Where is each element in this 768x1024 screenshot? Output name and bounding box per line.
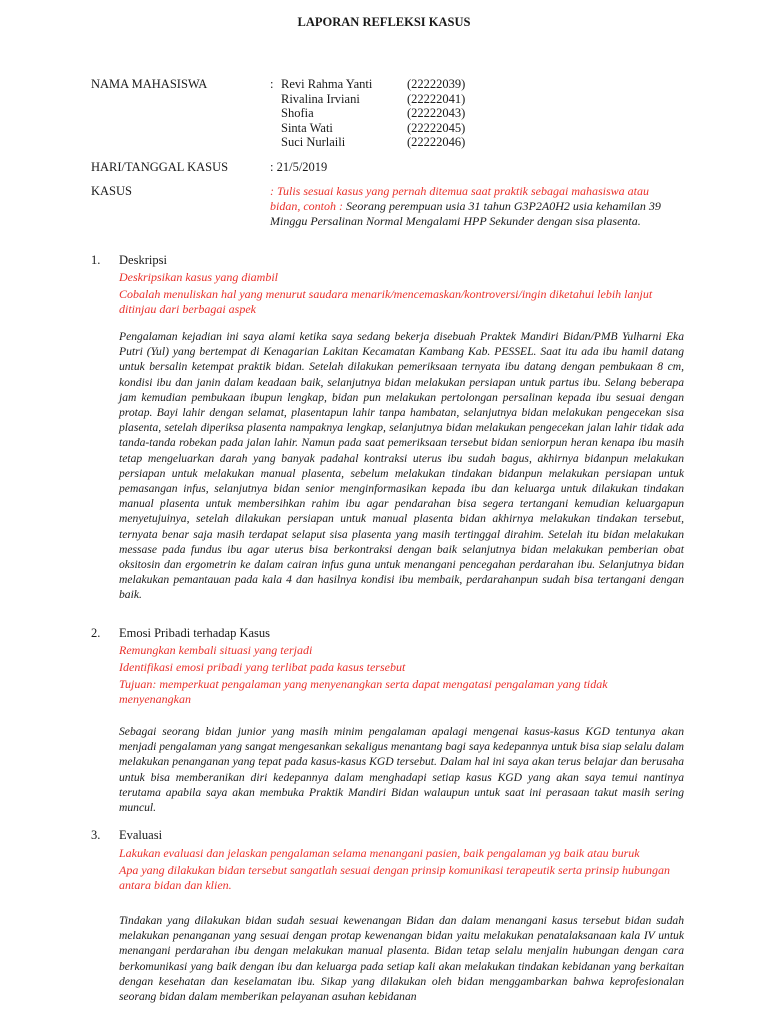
kasus-label: KASUS <box>91 184 132 198</box>
section-heading: Emosi Pribadi terhadap Kasus <box>119 626 271 640</box>
section-number: 3. <box>91 828 101 842</box>
tanggal-label: HARI/TANGGAL KASUS <box>91 160 229 174</box>
instruction-line: Deskripsikan kasus yang diambil <box>119 270 278 284</box>
section-instructions <box>119 270 689 317</box>
section-body: Tindakan yang dilakukan bidan sudah sesuai kewenangan Bidan dan dalam menangani kasus tersebut bidan sudah melakukan penanganan yang sesuai dengan protap kewenangan bidan yaitu melakukan penatalaksanaan kala IV untuk menangani perdarahan ibu dengan melakukan manual plasenta. Bidan tetap selalu menjalin hubungan dengan cara berkomunikasi yang baik dengan ibu dan keluarga pada setiap kali akan melakukan tindakan kebidanan yang berkaitan dengan kesehatan dan keselamatan ibu. Sikap yang dilakukan oleh bidan menggambarkan bahwa keprofesionalan seorang bidan dalam memberikan pelayanan asuhan kebidanan <box>119 914 684 1004</box>
instruction-line: antara bidan dan klien. <box>119 878 232 892</box>
student-id: (22222046) <box>407 135 466 149</box>
instruction-line: menyenangkan <box>119 692 191 706</box>
student-id: (22222041) <box>407 92 466 106</box>
kasus-text-2: Minggu Persalinan Normal Mengalami HPP Sekunder dengan sisa plasenta. <box>270 214 641 228</box>
nama-colon: : <box>270 77 274 91</box>
kasus-instruction: : Tulis sesuai kasus yang pernah ditemua saat praktik sebagai mahasiswa atau <box>270 184 649 198</box>
section-heading: Evaluasi <box>119 828 163 842</box>
kasus-line-2 <box>270 199 661 213</box>
section-number: 2. <box>91 626 101 640</box>
student-name: Rivalina Irviani <box>281 92 360 106</box>
student-name: Shofia <box>281 106 314 120</box>
page-title: LAPORAN REFLEKSI KASUS <box>297 15 471 29</box>
section-body: Pengalaman kejadian ini saya alami ketika saya sedang bekerja disebuah Praktek Mandiri Bidan/PMB Yulharni Eka Putri (Yul) yang bertempat di Kenagarian Lakitan Kecamatan Kambang Kab. PESSEL. Saat itu ada ibu hamil datang untuk bersalin ketempat praktik bidan. Setelah dilakukan pemeriksaan ternyata ibu datang dengan pembukaan 8 cm, kondisi ibu dan janin dalam keadaan baik, selanjutnya bidan melakukan persiapan untuk partus ibu. Selang beberapa jam kemudian pembukaan ibupun lengkap, bidan pun melakukan pertolongan persalinan kepada ibu sesuai dengan protap. Bayi lahir dengan selamat, plasentapun lahir tanpa hambatan, selanjutnya bidan melakukan pengecekan sisa plasenta, setelah diperiksa plasenta nampaknya lengkap, selanjutnya bidan melakukan pengecekan jalan lahir tidak ada tanda-tanda robekan pada jalan lahir. Namun pada saat pemeriksaan tersebut bidan seniorpun heran kenapa ibu masih tetap mengeluarkan darah yang banyak padahal kontraksi uterus ibu sudah bagus, akhirnya bidanpun melakukan persiapan untuk melakukan manual plasenta, sebelum melakukan tindakan bidanpun melakukan persiapan untuk pemasangan infus, selanjutnya bidan senior menginformasikan kepada ibu dan keluarga untuk dilakukan tindakan manual plasenta untuk membersihkan rahim ibu agar pendarahan bisa segera tertangani kemudian keluargapun menyetujuinya, setelah dilakukan persiapan untuk manual plasenta bidan akhirnya melakukan tindakan tersebut, ternyata benar saja masih terdapat selaput sisa plasenta yang masih tertinggal dirahim. Setelah itu bidan melakukan messase pada fundus ibu agar uterus bisa berkontraksi dengan baik selanjutnya bidan melakukan pemberian obat oksitosin dan ergometrin ke dalam cairan infus guna untuk menangani pencegahan perdarahan ibu. Selanjutnya bidan melakukan pemantauan pada kala 4 dan hasilnya kondisi ibu membaik, perdarahanpun sudah bisa tertangani dengan baik. <box>119 330 684 602</box>
student-name: Revi Rahma Yanti <box>281 77 373 91</box>
instruction-line: ditinjau dari berbagai aspek <box>119 302 256 316</box>
student-id: (22222045) <box>407 121 466 135</box>
instruction-line: Tujuan: memperkuat pengalaman yang menyenangkan serta dapat mengatasi pengalaman yang tidak <box>119 677 608 691</box>
section-instructions <box>119 846 689 893</box>
student-id: (22222043) <box>407 106 466 120</box>
kasus-instruction-2: bidan, contoh : <box>270 199 346 213</box>
student-id: (22222039) <box>407 77 466 91</box>
student-name: Suci Nurlaili <box>281 135 346 149</box>
instruction-line: Cobalah menuliskan hal yang menurut saudara menarik/mencemaskan/kontroversi/ingin diketahui lebih lanjut <box>119 287 653 301</box>
section-instructions <box>119 643 689 707</box>
nama-label: NAMA MAHASISWA <box>91 77 208 91</box>
kasus-text-1: Seorang perempuan usia 31 tahun G3P2A0H2 usia kehamilan 39 <box>346 199 661 213</box>
tanggal-value: : 21/5/2019 <box>270 160 328 174</box>
section-number: 1. <box>91 253 101 267</box>
instruction-line: Lakukan evaluasi dan jelaskan pengalaman selama menangani pasien, baik pengalaman yg baik atau buruk <box>119 846 640 860</box>
instruction-line: Identifikasi emosi pribadi yang terlibat pada kasus tersebut <box>119 660 406 674</box>
section-heading: Deskripsi <box>119 253 167 267</box>
instruction-line: Apa yang dilakukan bidan tersebut sangatlah sesuai dengan prinsip komunikasi terapeutik serta prinsip hubungan <box>119 863 670 877</box>
instruction-line: Remungkan kembali situasi yang terjadi <box>119 643 313 657</box>
section-body: Sebagai seorang bidan junior yang masih minim pengalaman apalagi mengenai kasus-kasus KGD tentunya akan menjadi pengalaman yang sangat mengesankan sekaligus menantang bagi saya kedepannya untuk bisa siap selalu dalam melakukan penanganan yang tepat pada kasus-kasus KGD tersebut. Dalam hal ini saya akan terus belajar dan berusaha untuk bisa memberanikan diri kedepannya dalam menghadapi setiap kasus KGD yang akan saya temui nantinya terutama apabila saya akan membuka Praktik Mandiri Bidan walaupun untuk saat ini perasaan takut masih sering muncul. <box>119 725 684 815</box>
student-name: Sinta Wati <box>281 121 333 135</box>
